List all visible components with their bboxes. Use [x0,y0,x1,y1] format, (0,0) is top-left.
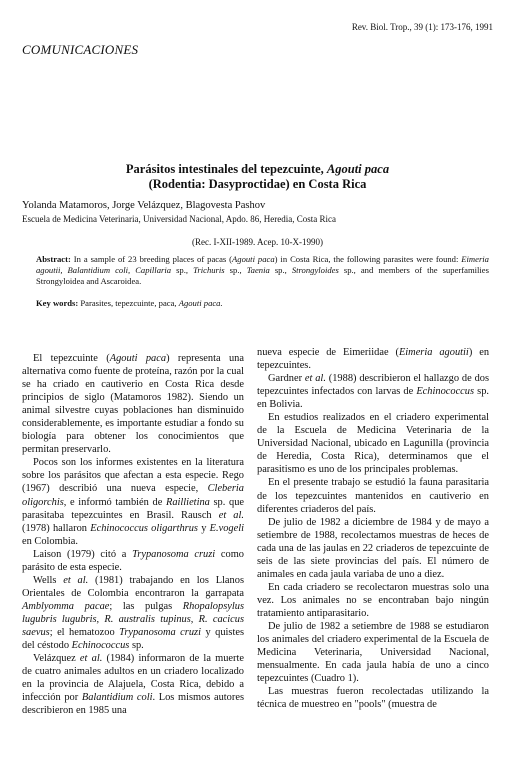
section-label: COMUNICACIONES [22,42,139,57]
body-column-right [257,346,489,711]
keywords-text: Parasites, tepezcuinte, paca, [78,298,179,308]
paragraph: Velázquez et al. (1984) informaron de la muerte de cuatro animales adultos en un criadero localizado en la provincia de Alajuela, Costa Rica, debido a infección por Balantidium coli. Los mismos autores describieron en 1985 una [22,653,244,717]
paragraph: Gardner et al. (1988) describieron el hallazgo de dos tepezcuintes infectados con larvas de Echinococcus sp. en Bolivia. [257,373,489,411]
keywords [36,298,489,308]
paragraph: Wells et al. (1981) trabajando en los Llanos Orientales de Colombia encontraron la garrapata Amblyomma pacae; las pulgas Rhopalopsylus lugubris lugubris, R. australis tupinus, R. cacicus saevus; el hematozoo Trypanosoma cruzi y quistes del céstodo Echinococcus sp. [22,574,244,652]
abstract-italic: Trichuris [193,265,225,275]
body-column-left [22,352,244,717]
title-line1-text: Parásitos intestinales del tepezcuinte, [125,162,327,176]
paragraph: Laison (1979) citó a Trypanosoma cruzi como parásito de esta especie. [22,548,244,573]
paragraph: Pocos son los informes existentes en la literatura sobre los parásitos que afectan a esta especie. Rego (1967) describió una nueva especie, Cleberia oligorchis, e informó también de Raillietina sp. que parasitaba tepezcuintes en Brasil. Rausch et al. (1978) hallaron Echinococcus oligarthrus y E.vogeli en Colombia. [22,457,244,547]
abstract-italic: Taenia [246,265,270,275]
author-list: Yolanda Matamoros, Jorge Velázquez, Blagovesta Pashov [22,200,266,211]
journal-reference: Rev. Biol. Trop., 39 (1): 173-176, 1991 [351,22,493,32]
abstract-text: sp., [224,265,247,275]
abstract-text: sp., [171,265,194,275]
paragraph: De julio de 1982 a setiembre de 1988 se estudiaron los animales del criadero experimental de la Escuela de Medicina Veterinaria, Universidad Nacional, mensualmente. En cada jaula había de uno a cinco tepezcuintes (Cuadro 1). [257,620,489,685]
affiliation: Escuela de Medicina Veterinaria, Universidad Nacional, Apdo. 86, Heredia, Costa Rica [22,214,336,224]
keywords-label: Key words: [36,298,79,308]
paragraph: De julio de 1982 a diciembre de 1984 y de mayo a setiembre de 1988, recolectamos muestras de heces de cada una de las jaulas en 22 criaderos de tepezcuinte de seis de las siete provincias del país. El número de animales en cada jaula variaba de uno a diez. [257,516,489,580]
abstract-italic: Strongyloides [291,265,339,275]
keywords-italic: Agouti paca. [178,298,223,308]
abstract-italic: Agouti paca [232,254,275,264]
paragraph: nueva especie de Eimeriidae (Eimeria agoutii) en tepezcuintes. [257,347,490,372]
abstract-italic: Eimeria agoutii, Balantidium coli, Capillaria [36,254,489,275]
article-title [0,162,515,192]
title-line2: (Rodentia: Dasyproctidae) en Costa Rica [148,177,367,191]
abstract-label: Abstract: [36,254,71,264]
paragraph: En el presente trabajo se estudió la fauna parasitaria de los tepezcuintes mantenidos en cautiverio en diferentes criaderos del país. [257,477,489,515]
abstract-text: ) in Costa Rica, the following parasites were found: [274,254,462,264]
abstract [36,254,489,287]
abstract-text: sp., [269,265,292,275]
paragraph: En cada criadero se recolectaron muestras solo una vez. Los animales no se encontraban bajo ningún tratamiento antiparasitario. [257,581,489,619]
received-dates: (Rec. I-XII-1989. Acep. 10-X-1990) [192,237,323,247]
paragraph: Las muestras fueron recolectadas utilizando la técnica de muestreo en "pools" (muestra de [257,686,489,711]
paragraph: En estudios realizados en el criadero experimental de la Escuela de Medicina Veterinaria de la Universidad Nacional, ubicado en Lagunilla (provincia de Heredia, Costa Rica), determinamos que el parasitismo es uno de los principales problemas. [257,412,489,476]
title-species: Agouti paca [326,162,390,176]
abstract-text: In a sample of 23 breeding places of pacas ( [70,254,233,264]
abstract-text: sp., and members of the superfamilies Strongyloidea and Ascaroidea. [36,265,489,286]
paragraph: El tepezcuinte (Agouti paca) representa una alternativa como fuente de proteína, razón por la cual se ha criado en cautiverio en Costa Rica desde principios de siglo (Matamoros 1982). Siendo un animal silvestre cuyas poblaciones han disminuido considerablemente, es importante estudiar a fondo su biología para obtener los conocimientos que permitan preservarlo. [22,353,244,456]
